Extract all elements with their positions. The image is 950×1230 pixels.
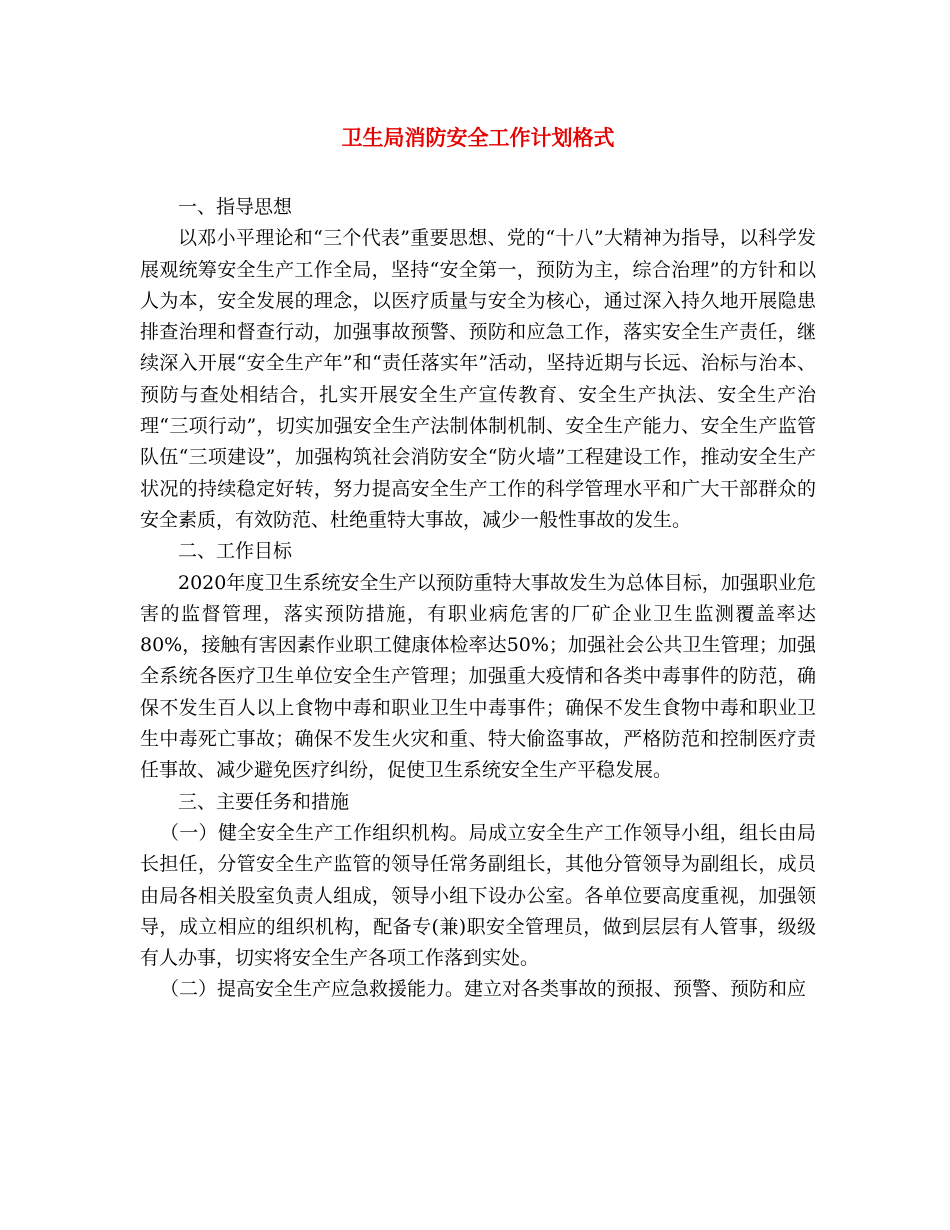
document-title: 卫生局消防安全工作计划格式 bbox=[341, 125, 615, 150]
section-heading-guiding-ideology: 一、指导思想 bbox=[178, 196, 293, 218]
paragraph-organization: （一）健全安全生产工作组织机构。局成立安全生产工作领导小组，组长由局长担任，分管安全生产监管的领导任常务副组长，其他分管领导为副组长，成员由局各相关股室负责人组成，领导小组下设办公室。各单位要高度重视，加强领导，成立相应的组织机构，配备专(兼)职安全管理员，做到层层有人管事，级级有人办事，切实将安全生产各项工作落到实处。 bbox=[140, 821, 816, 970]
paragraph-emergency-rescue: （二）提高安全生产应急救援能力。建立对各类事故的预报、预警、预防和应 bbox=[159, 978, 806, 1001]
document-body bbox=[140, 192, 816, 1006]
paragraph-work-goals: 2020年度卫生系统安全生产以预防重特大事故发生为总体目标，加强职业危害的监督管理，落实预防措施，有职业病危害的厂矿企业卫生监测覆盖率达80%，接触有害因素作业职工健康体检率达50%；加强社会公共卫生管理；加强全系统各医疗卫生单位安全生产管理；加强重大疫情和各类中毒事件的防范，确保不发生百人以上食物中毒和职业卫生中毒事件；确保不发生食物中毒和职业卫生中毒死亡事故；确保不发生火灾和重、特大偷盗事故，严格防范和控制医疗责任事故、减少避免医疗纠纷，促使卫生系统安全生产平稳发展。 bbox=[140, 571, 816, 782]
paragraph-guiding-ideology: 以邓小平理论和“三个代表”重要思想、党的“十八”大精神为指导，以科学发展观统筹安全生产工作全局，坚持“安全第一，预防为主，综合治理”的方针和以人为本，安全发展的理念，以医疗质量与安全为核心，通过深入持久地开展隐患排查治理和督查行动，加强事故预警、预防和应急工作，落实安全生产责任，继续深入开展“安全生产年”和“责任落实年”活动，坚持近期与长远、治标与治本、预防与查处相结合，扎实开展安全生产宣传教育、安全生产执法、安全生产治理“三项行动”，切实加强安全生产法制体制机制、安全生产能力、安全生产监管队伍“三项建设”，加强构筑社会消防安全“防火墙”工程建设工作，推动安全生产状况的持续稳定好转，努力提高安全生产工作的科学管理水平和广大干部群众的安全素质，有效防范、杜绝重特大事故，减少一般性事故的发生。 bbox=[140, 227, 816, 531]
section-heading-tasks-measures: 三、主要任务和措施 bbox=[178, 790, 350, 813]
section-heading-work-goals: 二、工作目标 bbox=[178, 540, 293, 563]
